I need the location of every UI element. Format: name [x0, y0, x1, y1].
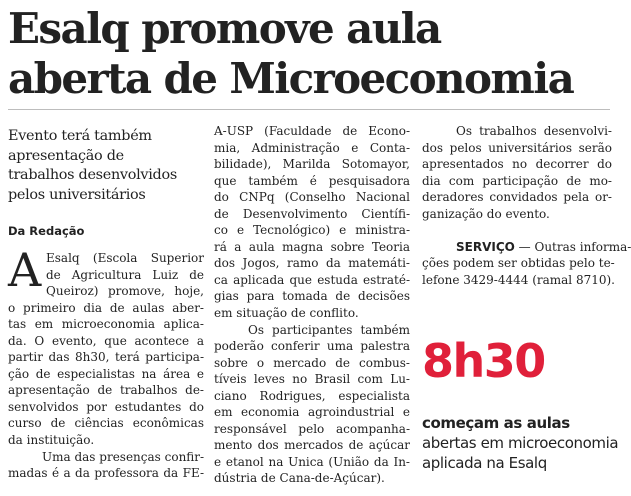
deck-line: pelos universitários: [8, 186, 146, 203]
body-line: Uma das presenças confir-: [42, 449, 205, 464]
service-label: SERVIÇO: [456, 239, 515, 254]
body-line: dústria de Cana-de-Açúcar).: [214, 471, 385, 486]
body-line: rá a aula magna sobre Teoria: [214, 239, 410, 254]
body-line: o primeiro dia de aulas aber-: [8, 300, 204, 315]
body-line: gias para tomada de decisões: [214, 289, 410, 304]
service-line: ções podem ser obtidas pelo te-: [422, 256, 615, 271]
drop-cap: A: [8, 243, 42, 297]
body-line: tas em microeconomia aplica-: [8, 317, 204, 332]
factbox-number: 8h30: [422, 334, 545, 388]
service-text: — Outras informa-: [518, 239, 631, 254]
body-line: que também é pesquisadora: [214, 173, 410, 188]
article-column-2: [214, 123, 410, 487]
article-body-start: [8, 243, 205, 482]
headline-divider: [8, 109, 610, 110]
deck-line: apresentação de: [8, 147, 124, 164]
deck: [8, 127, 204, 205]
factbox-bold-line: começam as aulas: [422, 414, 570, 432]
body-line: e etanol na Unica (União da In-: [214, 454, 410, 469]
factbox-line: abertas em microeconomia: [422, 434, 619, 452]
body-line: Queiroz) promove, hoje,: [46, 284, 204, 299]
factbox-line: aplicada na Esalq: [422, 454, 547, 472]
body-line: ganização do evento.: [422, 206, 550, 221]
body-line: tíveis leves no Brasil com Lu-: [214, 372, 410, 387]
body-line: do CNPq (Conselho Nacional: [214, 190, 410, 205]
byline: Da Redação: [8, 224, 85, 238]
body-line: dos Jogos, ramo da matemáti-: [214, 256, 410, 271]
body-line: A-USP (Faculdade de Econo-: [214, 124, 410, 138]
headline-line-2: aberta de Microeconomia: [8, 54, 574, 103]
body-line: dos pelos universitários serão: [422, 140, 612, 155]
body-line: poderão conferir uma palestra: [214, 339, 410, 354]
body-line: deradores convidados pela or-: [422, 190, 612, 205]
deck-line: trabalhos desenvolvidos: [8, 167, 177, 183]
body-line: da instituição.: [8, 433, 95, 448]
headline-line-1: Esalq promove aula: [8, 4, 441, 53]
deck-line: Evento terá também: [8, 128, 152, 144]
body-line: mia, Administração e Conta-: [214, 140, 410, 155]
body-line: partir das 8h30, terá participa-: [8, 350, 204, 365]
service-line: [422, 239, 631, 256]
body-line: em economia agroindustrial e: [214, 405, 410, 420]
body-line: Os participantes também: [248, 322, 410, 337]
body-line: Os trabalhos desenvolvi-: [456, 124, 612, 138]
body-line: mento dos mercados de açúcar: [214, 438, 410, 453]
paragraph-gap: [422, 222, 612, 239]
body-line: apresentados no decorrer do: [422, 157, 612, 172]
body-line: co e Tecnológico) e ministra-: [214, 223, 410, 238]
body-line: de Agricultura Luiz de: [46, 267, 204, 282]
body-line: dia com participação de mo-: [422, 173, 612, 188]
article-column-3: [422, 123, 631, 288]
body-line: curso de ciências econômicas: [8, 416, 204, 431]
body-line: responsável pelo acompanha-: [214, 421, 410, 436]
body-line: madas é a da professora da FE-: [8, 466, 204, 481]
body-line: em situação de conflito.: [214, 306, 359, 321]
service-line: lefone 3429-4444 (ramal 8710).: [422, 272, 615, 287]
body-line: bilidade), Marilda Sotomayor,: [214, 157, 410, 172]
body-line: ca aplicada que estuda estraté-: [214, 272, 410, 287]
body-line: apresentação de trabalhos de-: [8, 383, 204, 398]
body-line: da. O evento, que acontece a: [8, 333, 204, 348]
body-line: Esalq (Escola Superior: [46, 251, 204, 265]
body-line: ciano Rodrigues, especialista: [214, 388, 410, 403]
body-line: sobre o mercado de combus-: [214, 355, 410, 370]
factbox-text: [422, 413, 619, 473]
body-line: senvolvidos por estudantes do: [8, 399, 204, 414]
article-column-1: [8, 127, 204, 482]
headline: [8, 4, 612, 104]
body-line: de Desenvolvimento Científi-: [214, 206, 410, 221]
body-line: ção de especialistas na área e: [8, 366, 204, 381]
